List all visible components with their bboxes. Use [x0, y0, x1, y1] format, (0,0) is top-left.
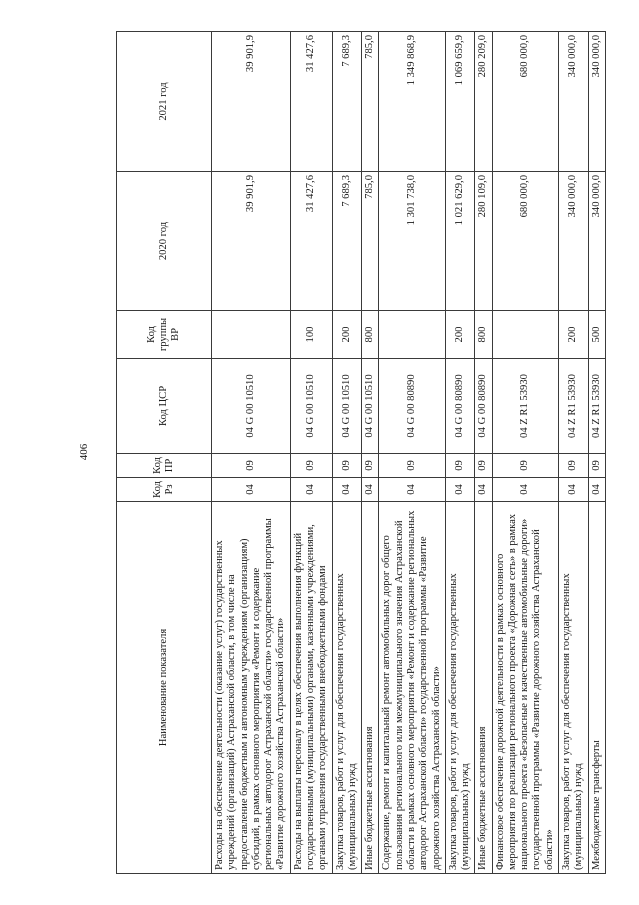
- row-2021: 680 000,0: [492, 32, 558, 172]
- row-2021: 785,0: [362, 32, 379, 172]
- row-vr: 800: [475, 311, 492, 359]
- table-row: [362, 32, 379, 874]
- row-pr: 09: [445, 454, 475, 478]
- row-2020: 280 109,0: [475, 172, 492, 311]
- row-csr: 04 G 00 10510: [332, 359, 362, 454]
- table-row: [559, 32, 589, 874]
- row-2020: 1 301 738,0: [379, 172, 445, 311]
- row-2021: 340 000,0: [559, 32, 589, 172]
- header-rz: Код Рз: [117, 478, 212, 502]
- row-name: Расходы на выплаты персоналу в целях обеспечения выполнения функций государственными (муниципальными) органами, казенными учреждениями, органами управления государственными внебюджетными фондами: [290, 502, 332, 874]
- row-2020: 785,0: [362, 172, 379, 311]
- row-pr: 09: [332, 454, 362, 478]
- row-vr: [379, 311, 445, 359]
- row-vr: 200: [332, 311, 362, 359]
- row-2020: 39 901,9: [212, 172, 291, 311]
- row-pr: 09: [492, 454, 558, 478]
- page-number: 406: [78, 443, 90, 461]
- row-csr: 04 G 00 10510: [212, 359, 291, 454]
- budget-table: [116, 31, 606, 874]
- row-2021: 31 427,6: [290, 32, 332, 172]
- row-rz: 04: [212, 478, 291, 502]
- row-rz: 04: [290, 478, 332, 502]
- row-name: Межбюджетные трансферты: [588, 502, 605, 874]
- row-2020: 340 000,0: [559, 172, 589, 311]
- header-name: Наименование показателя: [117, 502, 212, 874]
- row-vr: 200: [445, 311, 475, 359]
- rotated-content: [116, 32, 602, 874]
- row-name: Закупка товаров, работ и услуг для обеспечения государственных (муниципальных) нужд: [559, 502, 589, 874]
- row-name: Закупка товаров, работ и услуг для обеспечения государственных (муниципальных) нужд: [445, 502, 475, 874]
- row-rz: 04: [588, 478, 605, 502]
- row-vr: [492, 311, 558, 359]
- header-2020: 2020 год: [117, 172, 212, 311]
- row-csr: 04 Z R1 53930: [492, 359, 558, 454]
- row-name: Содержание, ремонт и капитальный ремонт автомобильных дорог общего пользования регионального или межмуниципального значения Астраханской области в рамках основного мероприятия «Ремонт и содержание региональных автодорог Астраханской области» государственной программы «Развитие дорожного хозяйства Астраханской области»: [379, 502, 445, 874]
- row-pr: 09: [559, 454, 589, 478]
- row-name: Закупка товаров, работ и услуг для обеспечения государственных (муниципальных) нужд: [332, 502, 362, 874]
- row-name: Расходы на обеспечение деятельности (оказание услуг) государственных учреждений (организаций) Астраханской области, в том числе на предоставление бюджетным и автономным учреждениям (организациям) субсидий, в рамках основного мероприятия «Ремонт и содержание региональных автодорог Астраханской области» государственной программы «Развитие дорожного хозяйства Астраханской области»: [212, 502, 291, 874]
- row-name: Иные бюджетные ассигнования: [475, 502, 492, 874]
- row-2020: 1 021 629,0: [445, 172, 475, 311]
- row-vr: 100: [290, 311, 332, 359]
- row-csr: 04 Z R1 53930: [559, 359, 589, 454]
- table-row: [588, 32, 605, 874]
- row-2021: 280 209,0: [475, 32, 492, 172]
- row-name: Иные бюджетные ассигнования: [362, 502, 379, 874]
- row-2021: 39 901,9: [212, 32, 291, 172]
- header-vr: Код группы ВР: [117, 311, 212, 359]
- table-row: [212, 32, 291, 874]
- row-vr: [212, 311, 291, 359]
- row-pr: 09: [475, 454, 492, 478]
- row-rz: 04: [445, 478, 475, 502]
- row-vr: 200: [559, 311, 589, 359]
- row-pr: 09: [588, 454, 605, 478]
- row-pr: 09: [379, 454, 445, 478]
- row-2021: 1 349 868,9: [379, 32, 445, 172]
- row-name: Финансовое обеспечение дорожной деятельности в рамках основного мероприятия по реализации регионального проекта «Дорожная сеть» в рамках национального проекта «Безопасные и качественные автомобильные дороги» государственной программы «Развитие дорожного хозяйства Астраханской области»: [492, 502, 558, 874]
- header-2021: 2021 год: [117, 32, 212, 172]
- row-2020: 680 000,0: [492, 172, 558, 311]
- row-pr: 09: [290, 454, 332, 478]
- row-rz: 04: [379, 478, 445, 502]
- table-row: [332, 32, 362, 874]
- row-rz: 04: [559, 478, 589, 502]
- table-header-row: [117, 32, 212, 874]
- row-csr: 04 G 00 10510: [362, 359, 379, 454]
- rotated-page-area: [116, 32, 602, 874]
- header-pr: Код ПР: [117, 454, 212, 478]
- row-rz: 04: [362, 478, 379, 502]
- row-vr: 800: [362, 311, 379, 359]
- table-row: [290, 32, 332, 874]
- row-2021: 7 689,3: [332, 32, 362, 172]
- row-2020: 7 689,3: [332, 172, 362, 311]
- row-csr: 04 G 00 10510: [290, 359, 332, 454]
- table-row: [445, 32, 475, 874]
- row-rz: 04: [475, 478, 492, 502]
- row-vr: 500: [588, 311, 605, 359]
- row-csr: 04 G 00 80890: [445, 359, 475, 454]
- row-csr: 04 G 00 80890: [379, 359, 445, 454]
- header-csr: Код ЦСР: [117, 359, 212, 454]
- row-csr: 04 Z R1 53930: [588, 359, 605, 454]
- row-2020: 340 000,0: [588, 172, 605, 311]
- table-row: [379, 32, 445, 874]
- row-2021: 340 000,0: [588, 32, 605, 172]
- row-rz: 04: [332, 478, 362, 502]
- row-rz: 04: [492, 478, 558, 502]
- table-row: [492, 32, 558, 874]
- row-csr: 04 G 00 80890: [475, 359, 492, 454]
- row-2021: 1 069 659,9: [445, 32, 475, 172]
- row-pr: 09: [362, 454, 379, 478]
- row-pr: 09: [212, 454, 291, 478]
- table-row: [475, 32, 492, 874]
- row-2020: 31 427,6: [290, 172, 332, 311]
